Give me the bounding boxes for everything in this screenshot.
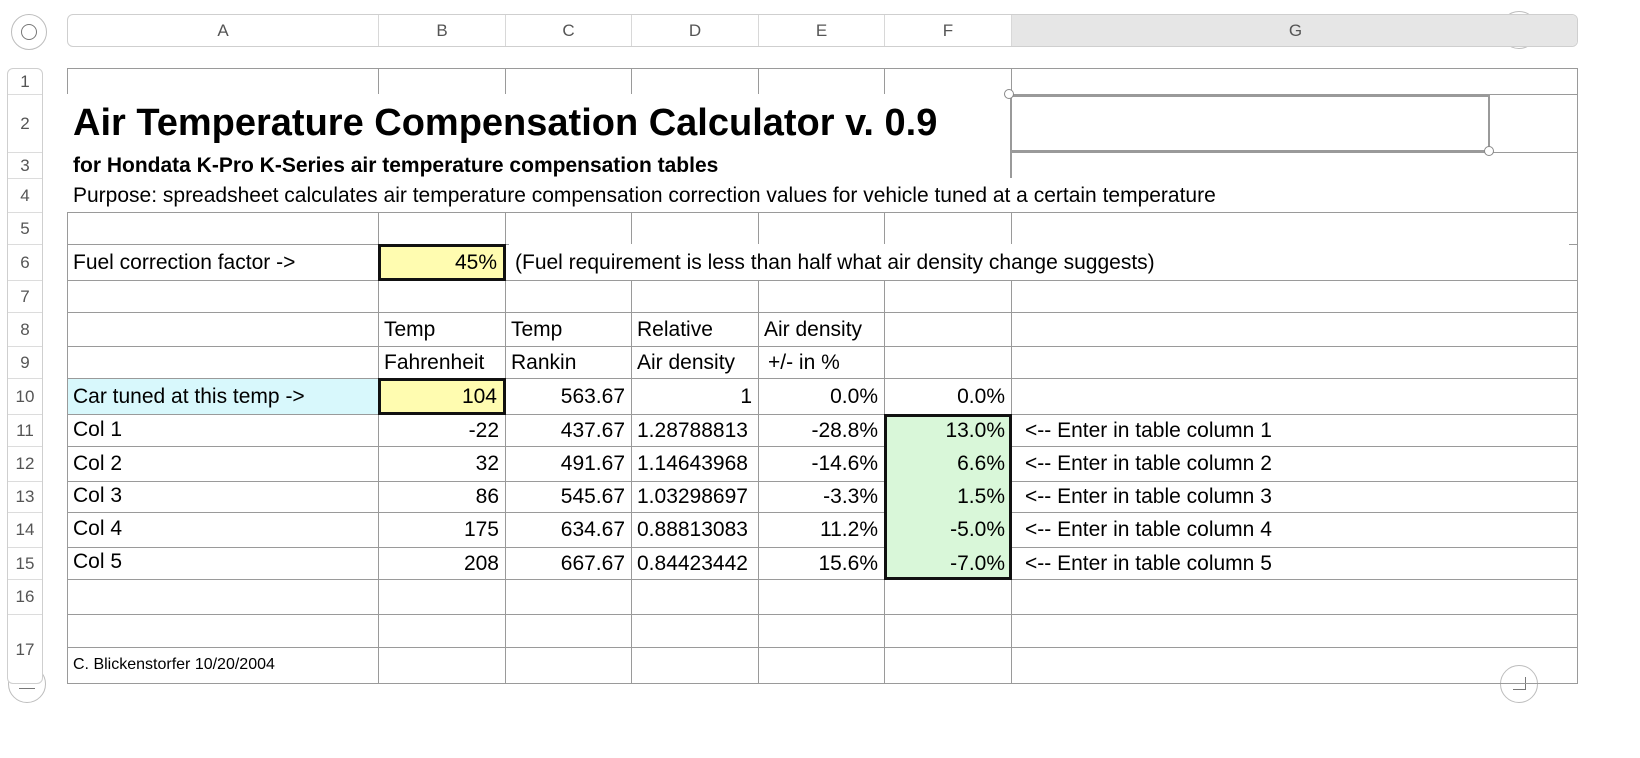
temp-fahrenheit[interactable]: 86 [475,485,499,508]
grid-line [67,579,1578,580]
grid-line [67,683,1578,684]
temp-fahrenheit[interactable]: 208 [463,551,499,575]
row-header[interactable]: 5 [8,213,42,245]
header-density-pct-2[interactable]: +/- in % [768,350,840,374]
row-label[interactable]: Col 3 [73,483,123,507]
temp-rankin[interactable]: 491.67 [560,452,625,475]
header-temp-f-1[interactable]: Temp [384,317,436,341]
relative-density[interactable]: 0.88813083 [637,518,748,541]
header-rel-density-1[interactable]: Relative [637,317,713,341]
row-label[interactable]: Col 1 [73,417,123,441]
relative-density[interactable]: 1.28788813 [637,418,748,442]
row-header[interactable]: 4 [8,179,42,213]
tuned-temp-rankin[interactable]: 563.67 [560,384,625,408]
correction-note[interactable]: <-- Enter in table column 1 [1025,418,1272,442]
column-header-c[interactable]: C [506,15,632,46]
row-header[interactable]: 6 [8,245,42,281]
sheet-grid[interactable] [67,68,1578,684]
grid-line [67,212,1578,213]
header-density-pct-1[interactable]: Air density [764,317,863,341]
row-header[interactable]: 2 [8,95,42,153]
row-header[interactable]: 7 [8,281,42,313]
select-all-circle-icon [21,24,37,40]
row-header[interactable]: 16 [8,580,42,615]
resize-handle[interactable] [1484,146,1494,156]
tuned-rel-density[interactable]: 1 [740,384,752,408]
row-header[interactable]: 11 [8,415,42,447]
correction-value[interactable]: -7.0% [950,551,1005,575]
author-credit[interactable]: C. Blickenstorfer 10/20/2004 [73,656,275,673]
grid-line [1011,68,1012,684]
select-all-button[interactable] [11,14,47,50]
row-header[interactable]: 15 [8,548,42,580]
resize-handle[interactable] [1004,89,1014,99]
row-header[interactable]: 3 [8,153,42,179]
tuned-correction[interactable]: 0.0% [957,384,1005,408]
column-header-g[interactable]: G [1012,15,1578,46]
header-temp-r-2[interactable]: Rankin [511,350,577,374]
row-header[interactable]: 17 [15,640,35,659]
fuel-correction-input[interactable]: 45% [378,244,506,281]
sheet-subtitle[interactable]: for Hondata K-Pro K-Series air temperature compensation tables [67,152,1011,178]
relative-density[interactable]: 1.03298697 [637,485,748,508]
column-header-b[interactable]: B [379,15,506,46]
density-pct[interactable]: -28.8% [811,418,878,442]
grid-line [1577,68,1578,684]
correction-value[interactable]: 13.0% [945,418,1005,442]
row-label[interactable]: Col 4 [73,516,123,540]
row-header[interactable]: 8 [8,313,42,347]
temp-rankin[interactable]: 667.67 [560,551,625,575]
tuned-temp-input[interactable]: 104 [378,378,506,415]
row-header[interactable]: 10 [8,379,42,415]
temp-fahrenheit[interactable]: 32 [475,452,499,475]
sheet-title[interactable]: Air Temperature Compensation Calculator v. 0.9 [67,94,1011,152]
density-pct[interactable]: -14.6% [811,452,878,475]
header-rel-density-2[interactable]: Air density [637,350,736,374]
correction-note[interactable]: <-- Enter in table column 4 [1025,518,1272,541]
column-header-d[interactable]: D [632,15,759,46]
tuned-density-pct[interactable]: 0.0% [830,384,878,408]
correction-value[interactable]: -5.0% [950,518,1005,541]
temp-fahrenheit[interactable]: -22 [468,418,499,442]
density-pct[interactable]: 15.6% [818,551,878,575]
temp-fahrenheit[interactable]: 175 [463,518,499,541]
density-pct[interactable]: 11.2% [820,518,878,541]
density-pct[interactable]: -3.3% [823,485,878,508]
relative-density[interactable]: 0.84423442 [637,551,748,575]
correction-value[interactable]: 6.6% [957,452,1005,475]
correction-note[interactable]: <-- Enter in table column 2 [1025,452,1272,475]
grid-line [67,614,1578,615]
fuel-correction-note[interactable]: (Fuel requirement is less than half what air density change suggests) [509,244,1569,280]
row-header[interactable]: 12 [8,447,42,482]
row-header[interactable]: 14 [8,513,42,548]
correction-note[interactable]: <-- Enter in table column 5 [1025,551,1272,575]
row-header[interactable]: 1 [8,69,42,95]
temp-rankin[interactable]: 437.67 [560,418,625,442]
tuned-label[interactable]: Car tuned at this temp -> [73,384,305,408]
column-header-a[interactable]: A [68,15,379,46]
selected-cell-g2[interactable] [1010,95,1490,152]
fuel-correction-label[interactable]: Fuel correction factor -> [73,250,296,274]
row-header-bar [7,68,43,684]
header-temp-r-1[interactable]: Temp [511,317,563,341]
row-header[interactable]: 9 [8,347,42,379]
grid-line [67,68,1578,69]
grid-line [67,280,1578,281]
column-header-bar [67,14,1578,47]
header-temp-f-2[interactable]: Fahrenheit [384,350,485,374]
row-label[interactable]: Col 2 [73,452,123,475]
temp-rankin[interactable]: 545.67 [560,485,625,508]
temp-rankin[interactable]: 634.67 [560,518,625,541]
correction-note[interactable]: <-- Enter in table column 3 [1025,485,1272,508]
column-header-f[interactable]: F [885,15,1012,46]
column-header-e[interactable]: E [759,15,885,46]
correction-value[interactable]: 1.5% [957,485,1005,508]
relative-density[interactable]: 1.14643968 [637,452,748,475]
row-header[interactable]: 13 [8,482,42,513]
sheet-purpose[interactable]: Purpose: spreadsheet calculates air temperature compensation correction values for vehicle tuned at a certain temperature [67,178,1577,212]
row-label[interactable]: Col 5 [73,550,123,573]
